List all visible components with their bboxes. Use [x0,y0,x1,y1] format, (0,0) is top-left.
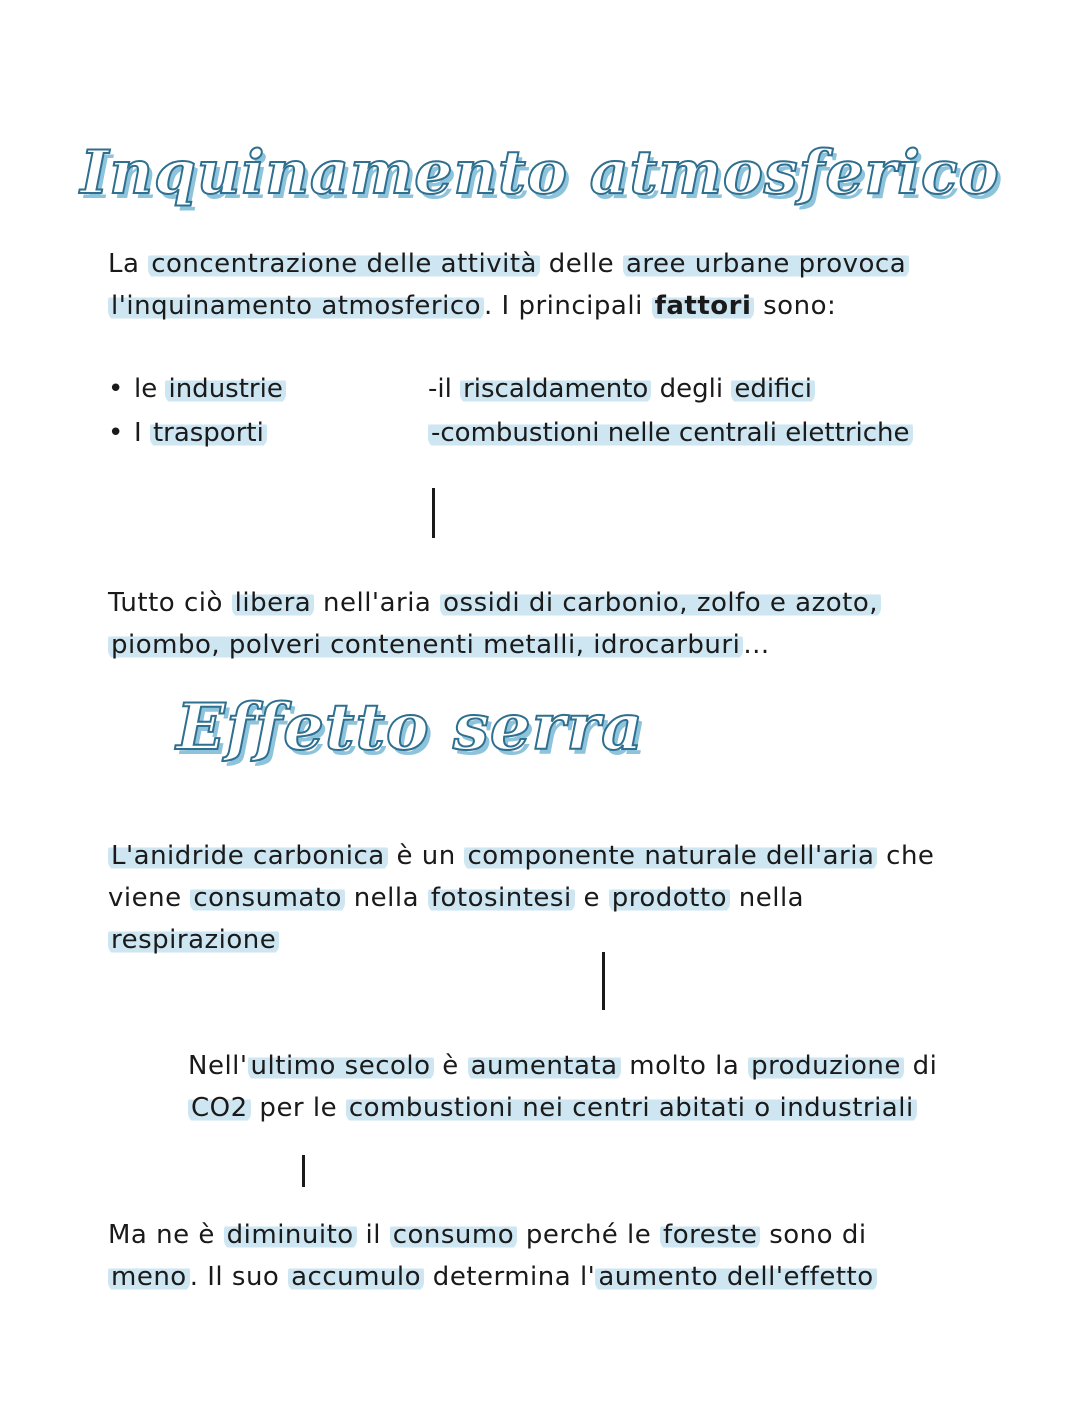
century-text: di [903,1051,938,1081]
highlight-prodotto: prodotto [609,883,730,913]
greenhouse-text: che [877,841,935,871]
factor-text: le [134,374,166,404]
highlight-componente: componente naturale dell'aria [464,841,877,871]
consumption-text: Ma ne è [108,1220,224,1250]
greenhouse-text: viene [108,883,191,913]
highlight-co2: CO2 [188,1093,251,1123]
connector-line [432,488,435,538]
highlight-aumento: aumento dell'effetto [595,1262,876,1292]
highlight-riscaldamento: riscaldamento [460,374,651,404]
century-text: Nell' [188,1051,248,1081]
highlight-combustioni-centri: combustioni nei centri abitati o industriali [346,1093,917,1123]
highlight-concentrazione: concentrazione delle attività [148,249,540,279]
highlight-piombo: piombo, polveri contenenti metalli, idrocarburi [108,630,743,660]
greenhouse-text: e [574,883,609,913]
emissions-text: ... [743,630,770,660]
highlight-respirazione: respirazione [108,925,279,955]
greenhouse-text: è un [387,841,465,871]
highlight-trasporti: trasporti [150,418,267,448]
highlight-consumo: consumo [390,1220,517,1250]
highlight-aree-urbane: aree urbane provoca [623,249,909,279]
connector-line [602,952,605,1010]
century-text: è [433,1051,468,1081]
emissions-text: nell'aria [314,588,441,618]
consumption-text: sono di [760,1220,867,1250]
consumption-text: il [356,1220,390,1250]
intro-text: delle [539,249,623,279]
highlight-produzione: produzione [748,1051,904,1081]
intro-text: La [108,249,149,279]
factor-text: degli [651,374,732,404]
highlight-consumato: consumato [190,883,345,913]
consumption-text: perché le [517,1220,661,1250]
intro-text: . I principali [484,291,652,321]
connector-line [302,1155,305,1187]
century-text: molto la [620,1051,749,1081]
factor-text: I [134,418,150,448]
highlight-foreste: foreste [660,1220,760,1250]
consumption-text: determina l' [424,1262,596,1292]
highlight-accumulo: accumulo [288,1262,424,1292]
greenhouse-paragraph [108,835,988,961]
highlight-inquinamento: l'inquinamento atmosferico [108,291,484,321]
century-text: per le [250,1093,346,1123]
highlight-ossidi: ossidi di carbonio, zolfo e azoto, [440,588,881,618]
highlight-libera: libera [232,588,315,618]
intro-text: sono: [754,291,837,321]
highlight-combustioni: -combustioni nelle centrali elettriche [428,418,913,448]
highlight-diminuito: diminuito [224,1220,357,1250]
greenhouse-text: nella [729,883,805,913]
factor-item-riscaldamento [428,368,988,410]
factor-text: -il [428,374,461,404]
highlight-fattori: fattori [652,291,755,321]
intro-paragraph [108,243,988,327]
highlight-industrie: industrie [165,374,285,404]
factor-item-combustioni [428,412,988,454]
consumption-paragraph [108,1214,988,1298]
factor-item-trasporti [108,412,428,454]
emissions-paragraph [108,582,988,666]
section-title-effetto-serra: Effetto serra [176,690,644,765]
main-title: Inquinamento atmosferico [80,138,1000,208]
highlight-fotosintesi: fotosintesi [428,883,575,913]
highlight-edifici: edifici [731,374,815,404]
highlight-anidride: L'anidride carbonica [108,841,388,871]
highlight-aumentata: aumentata [468,1051,621,1081]
highlight-ultimo-secolo: ultimo secolo [248,1051,434,1081]
bullet-icon: • [108,418,124,448]
highlight-meno: meno [108,1262,190,1292]
bullet-icon: • [108,374,124,404]
factor-item-industrie [108,368,428,410]
emissions-text: Tutto ciò [108,588,232,618]
century-paragraph [188,1045,988,1129]
consumption-text: . Il suo [189,1262,289,1292]
greenhouse-text: nella [344,883,428,913]
